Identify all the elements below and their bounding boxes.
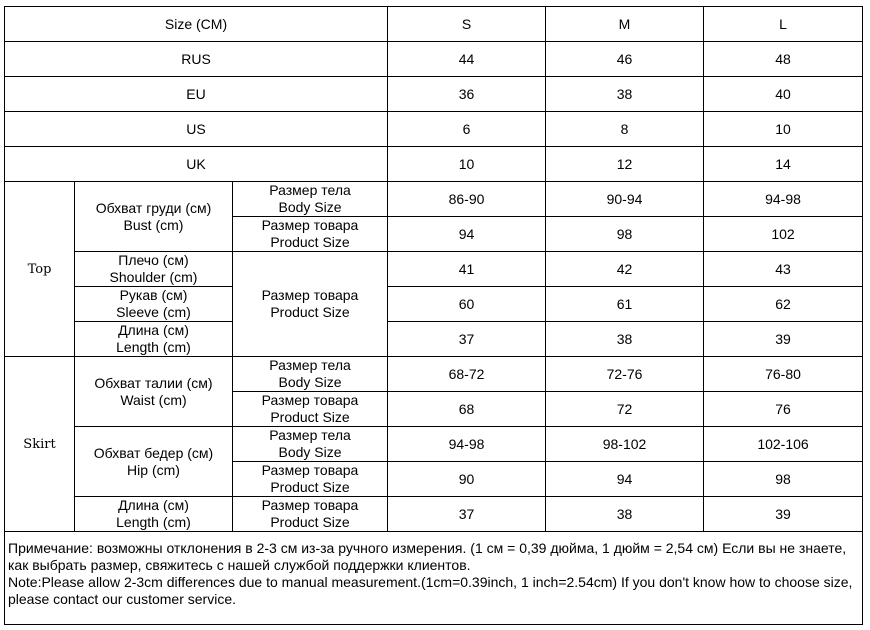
type-label-ru: Размер товара [261, 392, 359, 408]
measure-label-ru: Длина (см) [118, 497, 189, 513]
measure-label-hip [75, 427, 233, 497]
skirt-length-row [5, 497, 863, 532]
type-label-ru: Размер тела [269, 182, 351, 198]
skirt-hip-body-row [5, 427, 863, 462]
measure-label-ru: Обхват талии (см) [94, 374, 213, 391]
type-label-product [233, 252, 388, 357]
conversion-row-us [5, 112, 863, 147]
type-label-en: Product Size [270, 409, 350, 425]
value-cell: 6 [388, 112, 546, 147]
value-cell: 48 [704, 42, 863, 77]
note-english: Note:Please allow 2-3cm differences due to manual measurement.(1cm=0.39inch, 1 inch=2.54cm) If you don't know how to choose size, please contact our customer service. [8, 574, 853, 607]
value-cell: 39 [704, 497, 863, 532]
value-cell: 90-94 [546, 182, 704, 217]
measure-label-en: Waist (cm) [120, 391, 187, 408]
measure-label-ru: Обхват бедер (см) [93, 444, 214, 461]
size-header-s: S [388, 7, 546, 42]
type-label-ru: Размер тела [269, 427, 351, 443]
value-cell: 10 [704, 112, 863, 147]
value-cell: 98 [704, 462, 863, 497]
value-cell: 38 [546, 77, 704, 112]
measure-label-length [75, 497, 233, 532]
value-cell: 14 [704, 147, 863, 182]
value-cell: 72 [546, 392, 704, 427]
measure-label-sleeve [75, 287, 233, 322]
conversion-row-eu [5, 77, 863, 112]
measure-label-en: Sleeve (cm) [116, 304, 191, 320]
value-cell: 90 [388, 462, 546, 497]
value-cell: 61 [546, 287, 704, 322]
value-cell: 39 [704, 322, 863, 357]
value-cell: 76-80 [704, 357, 863, 392]
header-row [5, 7, 863, 42]
size-header-m: M [546, 7, 704, 42]
measure-label-ru: Длина (см) [118, 322, 189, 338]
type-label-ru: Размер товара [261, 462, 359, 478]
value-cell: 72-76 [546, 357, 704, 392]
type-label-product [233, 497, 388, 532]
type-label-body [233, 357, 388, 392]
value-cell: 102 [704, 217, 863, 252]
value-cell: 8 [546, 112, 704, 147]
value-cell: 98 [546, 217, 704, 252]
value-cell: 94-98 [388, 427, 546, 462]
type-label-body [233, 427, 388, 462]
value-cell: 62 [704, 287, 863, 322]
top-sleeve-row [5, 287, 863, 322]
type-label-en: Body Size [278, 199, 342, 215]
measure-label-bust [75, 182, 233, 252]
measure-label-en: Bust (cm) [123, 216, 184, 233]
measurement-note [5, 532, 863, 625]
type-label-en: Product Size [270, 234, 350, 250]
top-group-label: Top [5, 182, 75, 357]
value-cell: 68-72 [388, 357, 546, 392]
value-cell: 76 [704, 392, 863, 427]
value-cell: 94 [388, 217, 546, 252]
value-cell: 44 [388, 42, 546, 77]
skirt-waist-body-row [5, 357, 863, 392]
type-label-ru: Размер товара [261, 497, 359, 513]
value-cell: 43 [704, 252, 863, 287]
conversion-row-rus [5, 42, 863, 77]
top-shoulder-row [5, 252, 863, 287]
type-label-ru: Размер товара [261, 287, 359, 303]
size-cm-header: Size (CM) [5, 7, 388, 42]
value-cell: 38 [546, 497, 704, 532]
value-cell: 37 [388, 497, 546, 532]
value-cell: 68 [388, 392, 546, 427]
note-russian: Примечание: возможны отклонения в 2-3 см из-за ручного измерения. (1 см = 0,39 дюйма, 1 дюйм = 2,54 см) Если вы не знаете, как выбрать размер, свяжитесь с нашей службой поддержки клиентов. [8, 540, 847, 573]
type-label-product [233, 462, 388, 497]
measure-label-en: Shoulder (cm) [109, 269, 198, 285]
measure-label-ru: Плечо (см) [118, 252, 189, 268]
type-label-en: Product Size [270, 304, 350, 320]
size-header-l: L [704, 7, 863, 42]
value-cell: 10 [388, 147, 546, 182]
conversion-label: RUS [5, 42, 388, 77]
measure-label-shoulder [75, 252, 233, 287]
value-cell: 42 [546, 252, 704, 287]
conversion-label: US [5, 112, 388, 147]
conversion-row-uk [5, 147, 863, 182]
size-chart-table [4, 6, 863, 625]
value-cell: 94-98 [704, 182, 863, 217]
type-label-en: Body Size [278, 374, 342, 390]
measure-label-en: Length (cm) [116, 514, 191, 530]
value-cell: 60 [388, 287, 546, 322]
value-cell: 37 [388, 322, 546, 357]
note-row [5, 532, 863, 625]
value-cell: 36 [388, 77, 546, 112]
type-label-product [233, 217, 388, 252]
value-cell: 98-102 [546, 427, 704, 462]
measure-label-length [75, 322, 233, 357]
type-label-en: Product Size [270, 479, 350, 495]
value-cell: 94 [546, 462, 704, 497]
value-cell: 102-106 [704, 427, 863, 462]
type-label-body [233, 182, 388, 217]
value-cell: 12 [546, 147, 704, 182]
type-label-ru: Размер тела [269, 357, 351, 373]
type-label-ru: Размер товара [261, 217, 359, 233]
value-cell: 40 [704, 77, 863, 112]
measure-label-ru: Рукав (см) [119, 287, 188, 303]
measure-label-ru: Обхват груди (см) [95, 199, 212, 216]
value-cell: 38 [546, 322, 704, 357]
type-label-en: Product Size [270, 514, 350, 530]
conversion-label: UK [5, 147, 388, 182]
value-cell: 46 [546, 42, 704, 77]
top-bust-body-row [5, 182, 863, 217]
type-label-en: Body Size [278, 444, 342, 460]
measure-label-waist [75, 357, 233, 427]
value-cell: 86-90 [388, 182, 546, 217]
top-length-row [5, 322, 863, 357]
type-label-product [233, 392, 388, 427]
conversion-label: EU [5, 77, 388, 112]
value-cell: 41 [388, 252, 546, 287]
measure-label-en: Hip (cm) [127, 461, 180, 478]
measure-label-en: Length (cm) [116, 339, 191, 355]
skirt-group-label: Skirt [5, 357, 75, 532]
